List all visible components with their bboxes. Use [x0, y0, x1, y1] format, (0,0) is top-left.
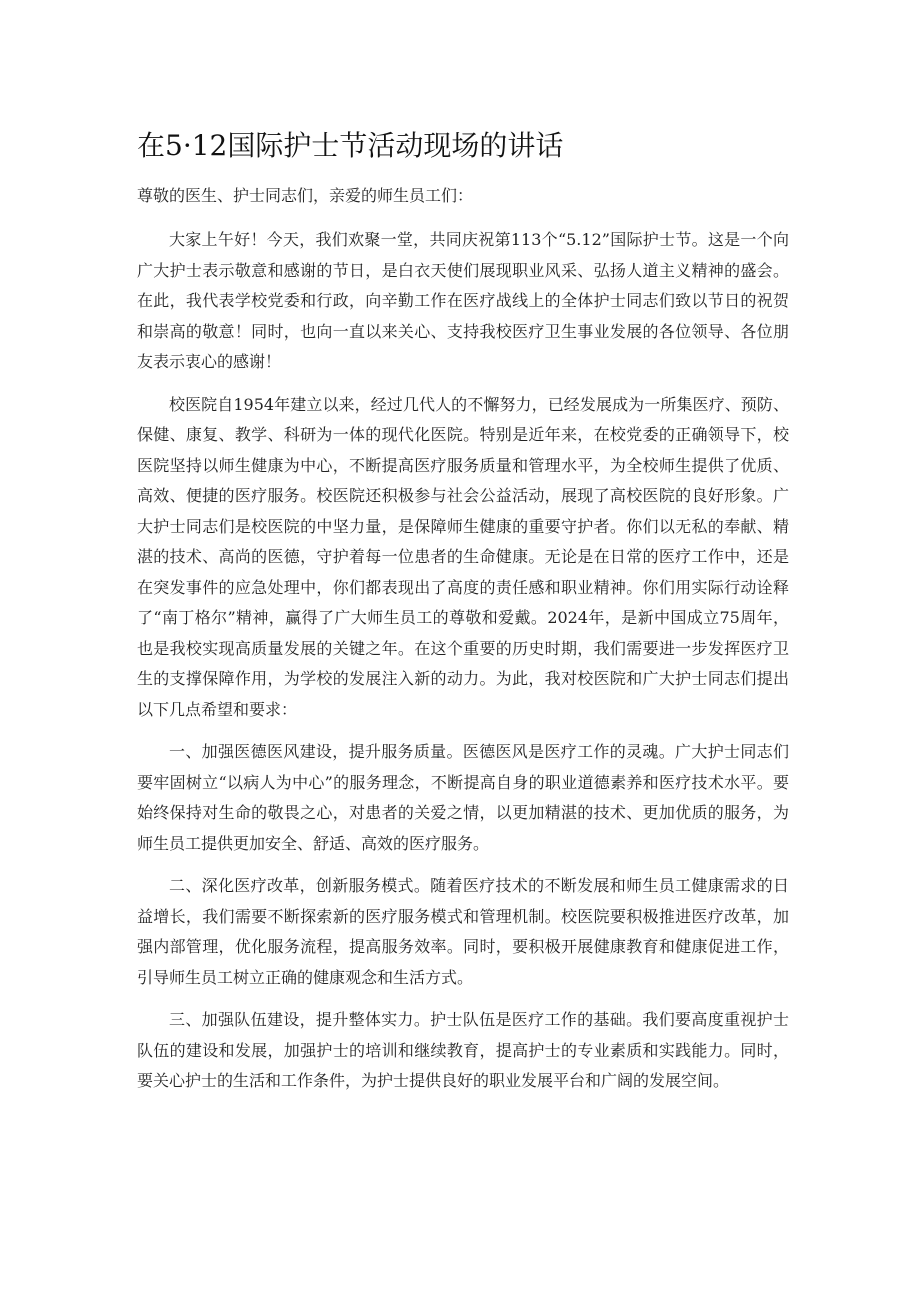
- document-body: [137, 225, 789, 1109]
- document-title: 在5·12国际护士节活动现场的讲话: [137, 129, 564, 162]
- paragraph-point-one: 一、加强医德医风建设，提升服务质量。医德医风是医疗工作的灵魂。广大护士同志们要牢固树立“以病人为中心”的服务理念，不断提高自身的职业道德素养和医疗技术水平。要始终保持对生命的敬畏之心，对患者的关爱之情，以更加精湛的技术、更加优质的服务，为师生员工提供更加安全、舒适、高效的医疗服务。: [137, 742, 789, 853]
- salutation: 尊敬的医生、护士同志们，亲爱的师生员工们：: [137, 186, 474, 205]
- paragraph-point-two: 二、深化医疗改革，创新服务模式。随着医疗技术的不断发展和师生员工健康需求的日益增长，我们需要不断探索新的医疗服务模式和管理机制。校医院要积极推进医疗改革，加强内部管理，优化服务流程，提高服务效率。同时，要积极开展健康教育和健康促进工作，引导师生员工树立正确的健康观念和生活方式。: [137, 876, 789, 987]
- paragraph-greeting: 大家上午好！今天，我们欢聚一堂，共同庆祝第113个“5.12”国际护士节。这是一个向广大护士表示敬意和感谢的节日，是白衣天使们展现职业风采、弘扬人道主义精神的盛会。在此，我代表学校党委和行政，向辛勤工作在医疗战线上的全体护士同志们致以节日的祝贺和崇高的敬意！同时，也向一直以来关心、支持我校医疗卫生事业发展的各位领导、各位朋友表示衷心的感谢！: [137, 230, 789, 371]
- paragraph-hospital-history: 校医院自1954年建立以来，经过几代人的不懈努力，已经发展成为一所集医疗、预防、保健、康复、教学、科研为一体的现代化医院。特别是近年来，在校党委的正确领导下，校医院坚持以师生健康为中心，不断提高医疗服务质量和管理水平，为全校师生提供了优质、高效、便捷的医疗服务。校医院还积极参与社会公益活动，展现了高校医院的良好形象。广大护士同志们是校医院的中坚力量，是保障师生健康的重要守护者。你们以无私的奉献、精湛的技术、高尚的医德，守护着每一位患者的生命健康。无论是在日常的医疗工作中，还是在突发事件的应急处理中，你们都表现出了高度的责任感和职业精神。你们用实际行动诠释了“南丁格尔”精神，赢得了广大师生员工的尊敬和爱戴。2024年，是新中国成立75周年，也是我校实现高质量发展的关键之年。在这个重要的历史时期，我们需要进一步发挥医疗卫生的支撑保障作用，为学校的发展注入新的动力。为此，我对校医院和广大护士同志们提出以下几点希望和要求：: [137, 394, 789, 719]
- paragraph-point-three: 三、加强队伍建设，提升整体实力。护士队伍是医疗工作的基础。我们要高度重视护士队伍的建设和发展，加强护士的培训和继续教育，提高护士的专业素质和实践能力。同时，要关心护士的生活和工作条件，为护士提供良好的职业发展平台和广阔的发展空间。: [137, 1010, 789, 1090]
